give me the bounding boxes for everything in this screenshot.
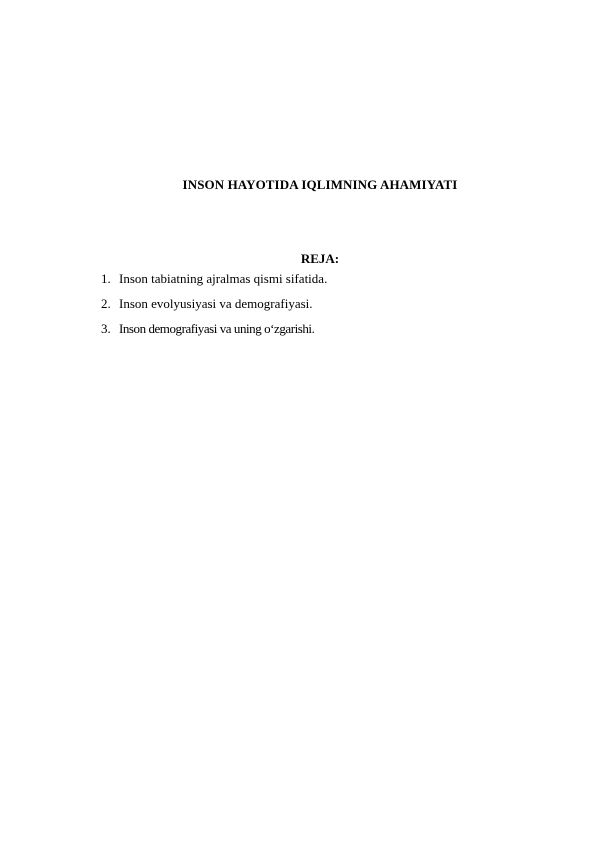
plan-item-number: 2.	[101, 296, 111, 311]
plan-item-text: Inson evolyusiyasi va demografiyasi.	[119, 296, 313, 311]
plan-item-number: 1.	[101, 271, 111, 286]
plan-heading: REJA:	[300, 251, 340, 266]
document-title: INSON HAYOTIDA IQLIMNING AHAMIYATI	[182, 177, 458, 192]
plan-item-text: Inson tabiatning ajralmas qismi sifatida.	[119, 271, 328, 286]
plan-item	[101, 321, 327, 346]
plan-list	[101, 271, 327, 346]
plan-item	[101, 271, 327, 296]
plan-item-text: Inson demografiyasi va uning o‘zgarishi.	[119, 321, 315, 336]
plan-item-number: 3.	[101, 321, 111, 336]
plan-item	[101, 296, 327, 321]
